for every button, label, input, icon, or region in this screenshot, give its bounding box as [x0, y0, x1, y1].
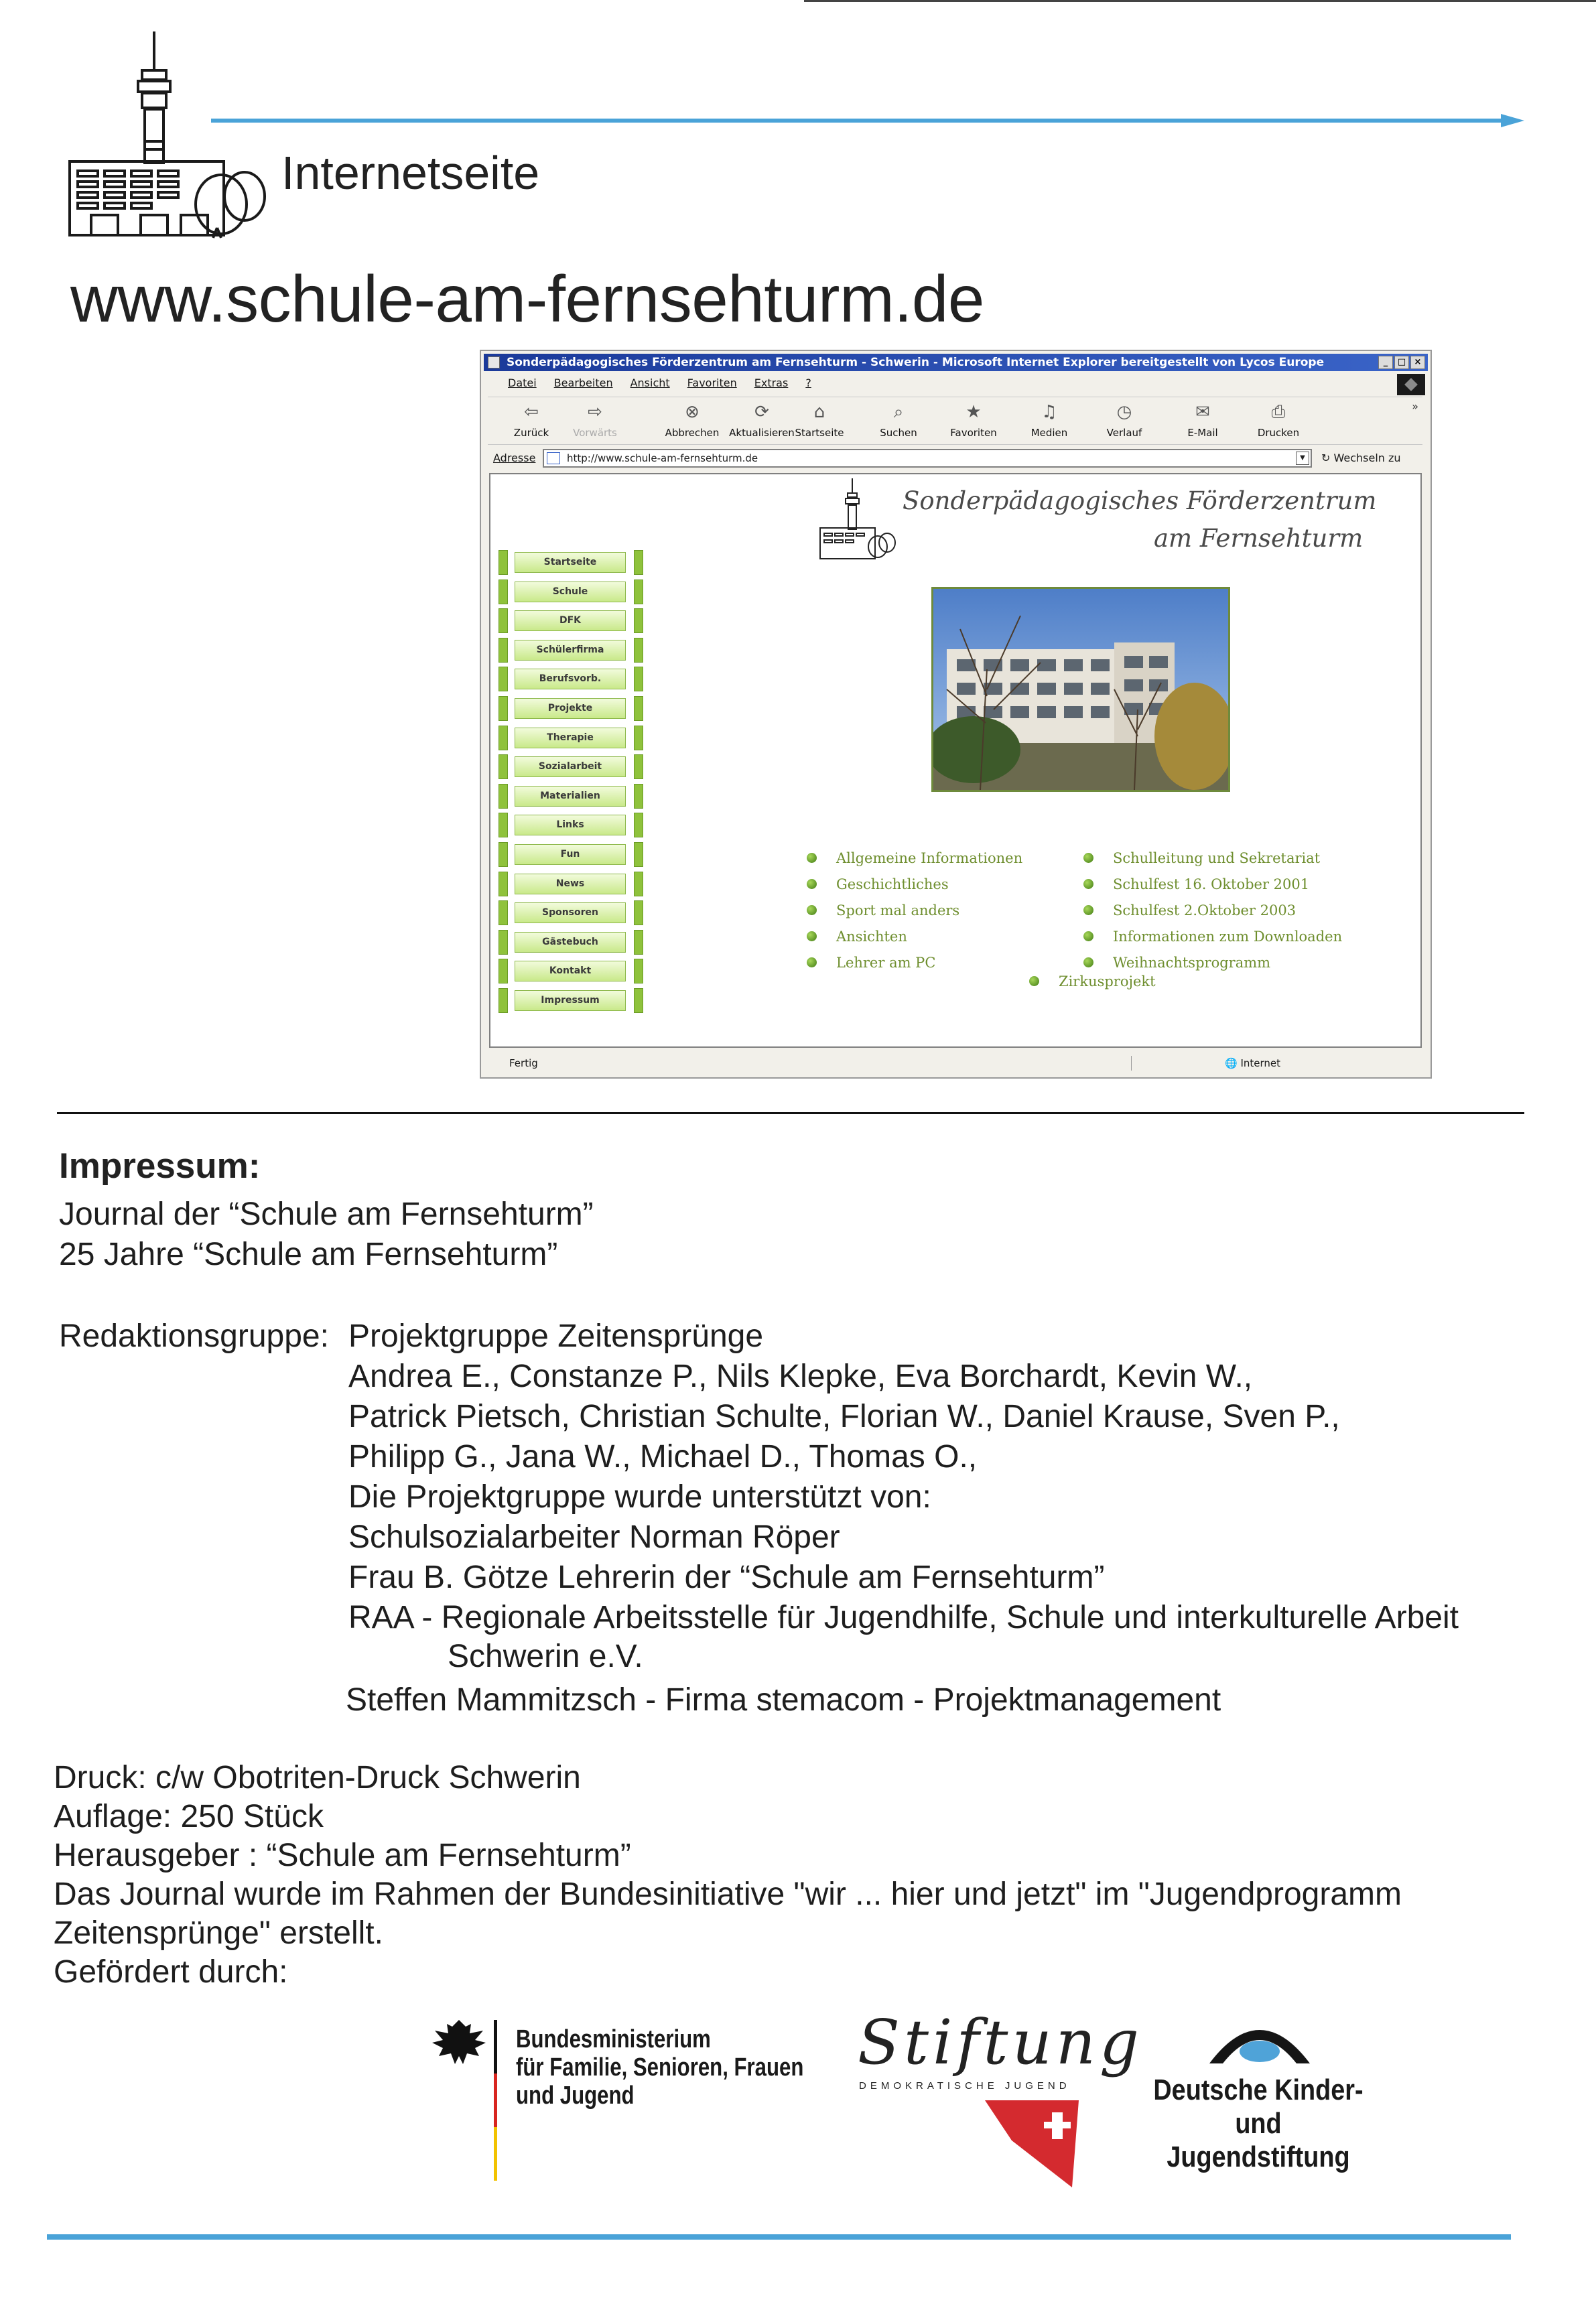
- redaktion-line: Andrea E., Constanze P., Nils Klepke, Eva Borchardt, Kevin W.,: [348, 1359, 1253, 1394]
- maximize-button[interactable]: □: [1394, 356, 1409, 369]
- redaktion-line: Schulsozialarbeiter Norman Röper: [348, 1519, 840, 1555]
- link-lehrer-am-pc[interactable]: Lehrer am PC: [807, 950, 1022, 976]
- close-button[interactable]: ×: [1410, 356, 1425, 369]
- refresh-icon: ⟳: [754, 402, 769, 422]
- gefoerdert-line: Gefördert durch:: [54, 1954, 288, 1990]
- favorites-icon: ★: [966, 402, 982, 422]
- mail-button[interactable]: ✉ E-Mail: [1166, 400, 1240, 439]
- bullet-icon: [807, 957, 817, 967]
- site-url: www.schule-am-fernsehturm.de: [70, 262, 984, 336]
- link-schulfest-2001[interactable]: Schulfest 16. Oktober 2001: [1083, 872, 1342, 898]
- print-button[interactable]: ⎙ Drucken: [1242, 400, 1315, 439]
- stiftung-script: Stiftung: [858, 2007, 1143, 2078]
- bullet-icon: [1083, 879, 1093, 889]
- initiative-line-1: Das Journal wurde im Rahmen der Bundesinitiative "wir ... hier und jetzt" im "Jugendprogramm: [54, 1877, 1402, 1912]
- site-links-col2: [1083, 845, 1342, 976]
- refresh-button[interactable]: ⟳ Aktualisieren: [725, 400, 799, 439]
- back-button[interactable]: ⇦ Zurück: [494, 400, 568, 439]
- nav-item-sponsoren[interactable]: Sponsoren: [498, 900, 646, 925]
- status-bar: [488, 1052, 1422, 1075]
- windows-logo-icon: [1397, 374, 1425, 395]
- browser-toolbar: [488, 397, 1422, 445]
- redaktion-line: Frau B. Götze Lehrerin der “Schule am Fernsehturm”: [348, 1560, 1105, 1595]
- site-title-line1: Sonderpädagogisches Förderzentrum: [903, 486, 1377, 515]
- status-text: Fertig: [509, 1057, 538, 1069]
- address-bar: [488, 446, 1422, 470]
- impressum-heading: Impressum:: [59, 1146, 261, 1186]
- dkjs-logo: [1126, 2010, 1394, 2173]
- favorites-button[interactable]: ★ Favoriten: [937, 400, 1010, 439]
- stop-icon: ⊗: [685, 402, 700, 422]
- link-schulfest-2003[interactable]: Schulfest 2.Oktober 2003: [1083, 898, 1342, 924]
- bmfsfj-text: Bundesministerium für Familie, Senioren, Frauen und Jugend: [516, 2025, 804, 2110]
- link-sport-mal-anders[interactable]: Sport mal anders: [807, 898, 1022, 924]
- forward-button[interactable]: ⇨ Vorwärts: [558, 400, 632, 439]
- nav-item-gaestebuch[interactable]: Gästebuch: [498, 930, 646, 955]
- menubar: [488, 374, 1433, 393]
- bmfsfj-logo: [419, 2013, 821, 2194]
- menu-extras[interactable]: Extras: [754, 377, 789, 389]
- site-links-col1: [807, 845, 1022, 976]
- header-arrow-rule: [211, 113, 1524, 129]
- go-button[interactable]: ↻ Wechseln zu: [1321, 452, 1401, 464]
- home-icon: ⌂: [813, 402, 825, 422]
- journal-line-2: 25 Jahre “Schule am Fernsehturm”: [59, 1237, 558, 1272]
- bullet-icon: [1083, 957, 1093, 967]
- menu-ansicht[interactable]: Ansicht: [630, 377, 670, 389]
- site-nav: [498, 550, 646, 1018]
- bullet-icon: [807, 853, 817, 863]
- redaktion-line: Patrick Pietsch, Christian Schulte, Florian W., Daniel Krause, Sven P.,: [348, 1399, 1340, 1434]
- druck-line: Druck: c/w Obotriten-Druck Schwerin: [54, 1760, 581, 1795]
- herausgeber-line: Herausgeber : “Schule am Fernsehturm”: [54, 1838, 631, 1873]
- browser-titlebar: [484, 354, 1428, 371]
- menu-bearbeiten[interactable]: Bearbeiten: [553, 377, 613, 389]
- browser-title: Sonderpädagogisches Förderzentrum am Fernsehturm - Schwerin - Microsoft Internet Explorer bereitgestellt von Lycos Europe: [507, 356, 1325, 369]
- school-building-photo: [931, 587, 1230, 792]
- home-button[interactable]: ⌂ Startseite: [783, 400, 856, 439]
- minimize-button[interactable]: _: [1378, 356, 1393, 369]
- journal-line-1: Journal der “Schule am Fernsehturm”: [59, 1197, 594, 1232]
- menu-datei[interactable]: Datei: [508, 377, 537, 389]
- bottom-rule: [47, 2234, 1511, 2240]
- status-cells: [1131, 1056, 1199, 1071]
- redaktion-label: Redaktionsgruppe:: [59, 1318, 329, 1354]
- bullet-icon: [807, 879, 817, 889]
- menu-favoriten[interactable]: Favoriten: [687, 377, 737, 389]
- media-button[interactable]: ♫ Medien: [1012, 400, 1086, 439]
- status-zone: 🌐 Internet: [1225, 1057, 1281, 1069]
- nav-item-sozialarbeit[interactable]: Sozialarbeit: [498, 754, 646, 779]
- stiftung-flag-icon: [985, 2100, 1092, 2194]
- redaktion-line: Philipp G., Jana W., Michael D., Thomas O.,: [348, 1439, 978, 1475]
- nav-item-fun[interactable]: Fun: [498, 842, 646, 867]
- page-icon: [547, 452, 560, 464]
- address-value: http://www.schule-am-fernsehturm.de: [567, 452, 758, 464]
- auflage-line: Auflage: 250 Stück: [54, 1799, 324, 1834]
- redaktion-line: RAA - Regionale Arbeitsstelle für Jugendhilfe, Schule und interkulturelle Arbeit: [348, 1600, 1459, 1635]
- link-downloads[interactable]: Informationen zum Downloaden: [1083, 924, 1342, 950]
- redaktion-line: Projektgruppe Zeitensprünge: [348, 1318, 764, 1354]
- link-zirkusprojekt[interactable]: Zirkusprojekt: [1029, 969, 1156, 995]
- nav-item-dfk[interactable]: DFK: [498, 608, 646, 633]
- site-title-line2: am Fernsehturm: [1154, 524, 1364, 553]
- dkjs-arch-icon: [1203, 2010, 1317, 2070]
- nav-item-schuelerfirma[interactable]: Schülerfirma: [498, 638, 646, 663]
- address-input[interactable]: [543, 449, 1312, 468]
- toolbar-more-chevron[interactable]: »: [1412, 400, 1418, 413]
- print-icon: ⎙: [1271, 402, 1286, 422]
- address-label: Adresse: [493, 452, 536, 464]
- search-button[interactable]: ⌕ Suchen: [862, 400, 935, 439]
- redaktion-line: Die Projektgruppe wurde unterstützt von:: [348, 1479, 931, 1515]
- nav-item-kontakt[interactable]: Kontakt: [498, 959, 646, 983]
- nav-item-impressum[interactable]: Impressum: [498, 988, 646, 1013]
- site-tower-logo: [819, 478, 899, 561]
- nav-item-schule[interactable]: Schule: [498, 580, 646, 604]
- nav-item-projekte[interactable]: Projekte: [498, 696, 646, 721]
- history-icon: ◷: [1116, 402, 1132, 422]
- menu-help[interactable]: ?: [805, 377, 811, 389]
- history-button[interactable]: ◷ Verlauf: [1087, 400, 1161, 439]
- browser-viewport: [489, 473, 1422, 1048]
- forward-arrow-icon: ⇨: [588, 402, 602, 422]
- link-geschichtliches[interactable]: Geschichtliches: [807, 872, 1022, 898]
- nav-item-links[interactable]: Links: [498, 813, 646, 837]
- link-schulleitung[interactable]: Schulleitung und Sekretariat: [1083, 845, 1342, 872]
- bullet-icon: [1083, 905, 1093, 915]
- nav-item-materialien[interactable]: Materialien: [498, 784, 646, 809]
- site-links-extra: [1029, 969, 1156, 995]
- bullet-icon: [1029, 976, 1039, 986]
- bullet-icon: [807, 905, 817, 915]
- federal-eagle-icon: [419, 2013, 506, 2194]
- bullet-icon: [1083, 853, 1093, 863]
- media-icon: ♫: [1041, 402, 1057, 422]
- stiftung-demokratische-jugend-logo: [851, 2007, 1143, 2207]
- link-weihnachtsprogramm[interactable]: Weihnachtsprogramm: [1083, 950, 1342, 976]
- dkjs-text: Deutsche Kinder- und Jugendstiftung: [1153, 2073, 1364, 2173]
- back-arrow-icon: ⇦: [524, 402, 539, 422]
- browser-window: [480, 350, 1432, 1079]
- nav-item-berufsvorb[interactable]: Berufsvorb.: [498, 667, 646, 691]
- redaktion-line: Schwerin e.V.: [448, 1639, 643, 1674]
- school-tower-logo: [67, 30, 268, 245]
- nav-item-news[interactable]: News: [498, 872, 646, 896]
- section-label: Internetseite: [281, 147, 540, 199]
- nav-item-startseite[interactable]: Startseite: [498, 550, 646, 575]
- top-rule: [804, 0, 1596, 2]
- search-icon: ⌕: [893, 402, 904, 422]
- mail-icon: ✉: [1195, 402, 1210, 422]
- bullet-icon: [807, 931, 817, 941]
- redaktion-line: Steffen Mammitzsch - Firma stemacom - Projektmanagement: [346, 1682, 1221, 1718]
- window-controls: [1378, 356, 1425, 369]
- bullet-icon: [1083, 931, 1093, 941]
- nav-item-therapie[interactable]: Therapie: [498, 726, 646, 750]
- link-allgemeine-informationen[interactable]: Allgemeine Informationen: [807, 845, 1022, 872]
- chevron-down-icon[interactable]: ▼: [1296, 452, 1309, 465]
- link-ansichten[interactable]: Ansichten: [807, 924, 1022, 950]
- stop-button[interactable]: ⊗ Abbrechen: [655, 400, 729, 439]
- section-divider: [57, 1112, 1524, 1114]
- ie-icon: [488, 356, 500, 368]
- initiative-line-2: Zeitensprünge" erstellt.: [54, 1915, 383, 1951]
- stiftung-subtitle: DEMOKRATISCHE JUGEND: [859, 2080, 1071, 2092]
